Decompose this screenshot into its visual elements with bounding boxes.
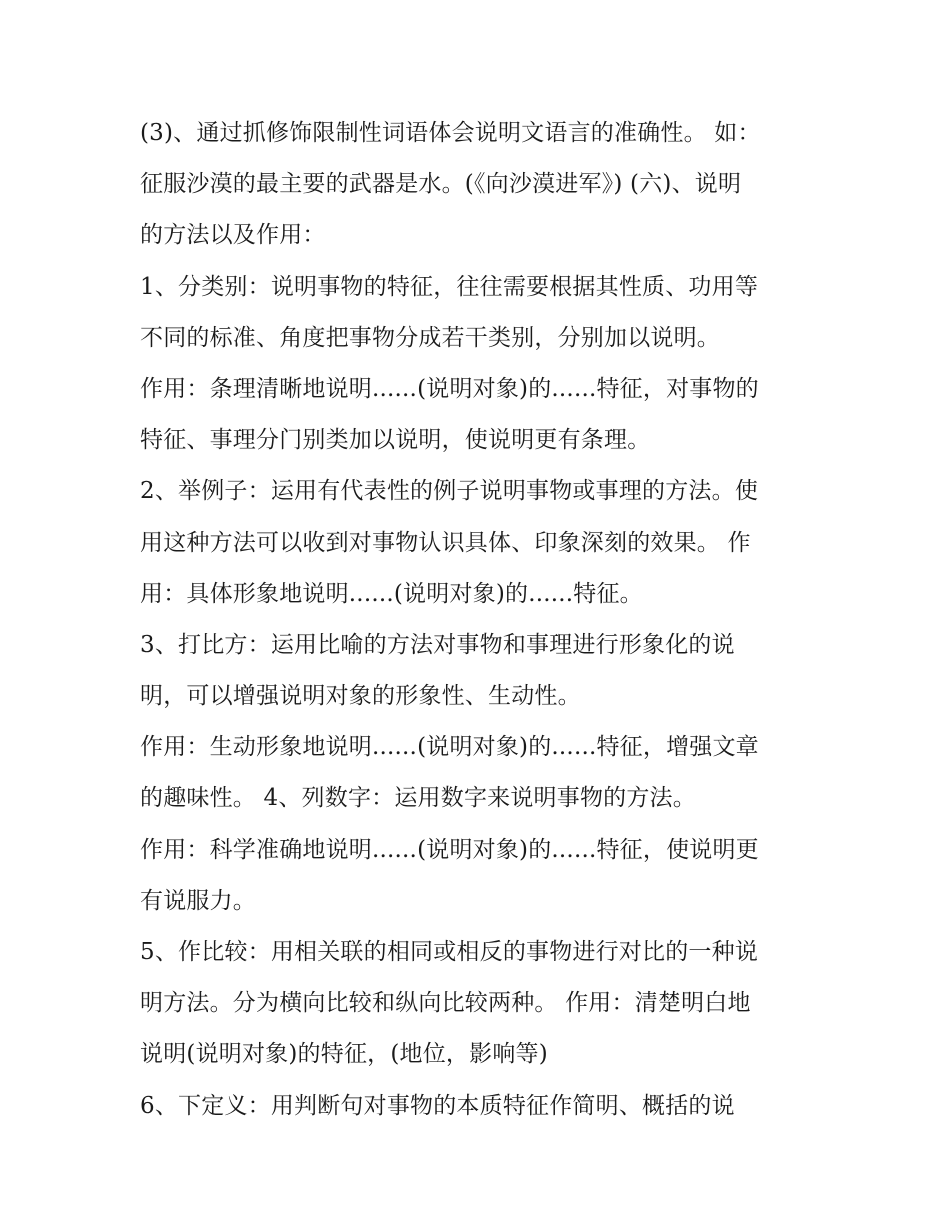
body-text <box>140 108 820 1132</box>
text-line-10: 用：具体形象地说明......(说明对象)的......特征。 <box>140 580 643 607</box>
text-line-17: 5、作比较：用相关联的相同或相反的事物进行对比的一种说 <box>140 939 759 965</box>
text-line-9: 用这种方法可以收到对事物认识具体、印象深刻的效果。 作 <box>140 529 751 556</box>
text-line-6: 作用：条理清晰地说明......(说明对象)的......特征，对事物的 <box>140 375 759 402</box>
text-line-1: (3)、通过抓修饰限制性词语体会说明文语言的准确性。 如： <box>140 120 761 146</box>
text-line-2: 征服沙漠的最主要的武器是水。(《向沙漠进军》) (六)、说明 <box>140 171 742 198</box>
text-line-8: 2、举例子：运用有代表性的例子说明事物或事理的方法。使 <box>140 478 759 505</box>
text-line-13: 作用：生动形象地说明......(说明对象)的......特征，增强文章 <box>140 734 759 761</box>
text-line-15: 作用：科学准确地说明......(说明对象)的......特征，使说明更 <box>140 836 759 863</box>
text-line-16: 有说服力。 <box>140 887 256 914</box>
text-line-19: 说明(说明对象)的特征，(地位，影响等) <box>140 1041 548 1068</box>
text-line-11: 3、打比方：运用比喻的方法对事物和事理进行形象化的说 <box>140 631 735 658</box>
text-line-12: 明，可以增强说明对象的形象性、生动性。 <box>140 683 581 710</box>
text-line-18: 明方法。分为横向比较和纵向比较两种。 作用：清楚明白地 <box>140 990 751 1017</box>
text-line-5: 不同的标准、角度把事物分成若干类别，分别加以说明。 <box>140 324 720 351</box>
text-line-20: 6、下定义：用判断句对事物的本质特征作简明、概括的说 <box>140 1092 735 1119</box>
text-line-14: 的趣味性。 4、列数字：运用数字来说明事物的方法。 <box>140 785 696 812</box>
text-line-3: 的方法以及作用： <box>140 222 326 249</box>
text-line-4: 1、分类别：说明事物的特征，往往需要根据其性质、功用等 <box>140 273 759 300</box>
text-line-7: 特征、事理分门别类加以说明，使说明更有条理。 <box>140 427 651 454</box>
